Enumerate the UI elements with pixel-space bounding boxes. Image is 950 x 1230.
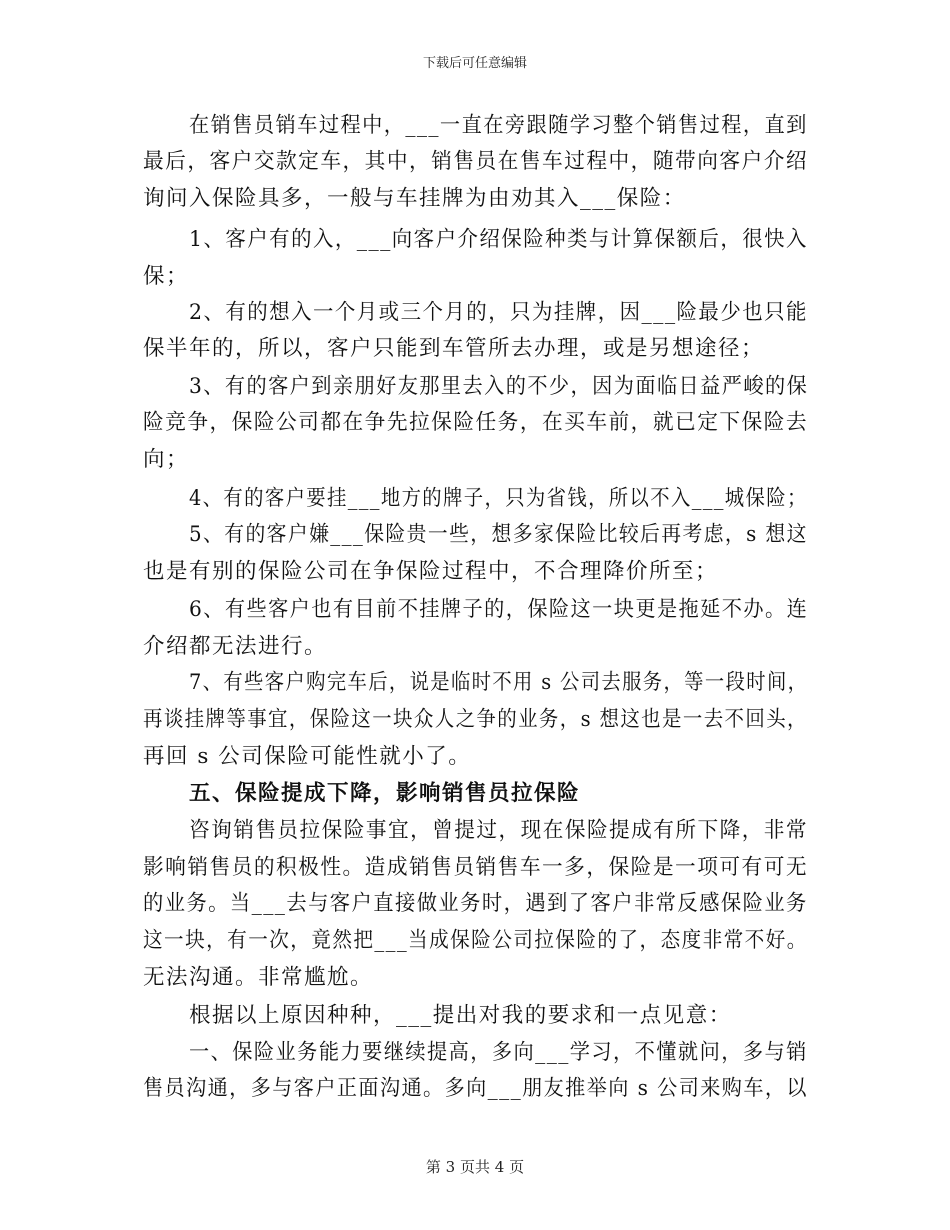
text-line: 保半年的，所以，客户只能到车管所去办理，或是另想途径；	[143, 336, 765, 361]
text-line: 介绍都无法进行。	[143, 634, 328, 659]
text-line: 再谈挂牌等事宜，保险这一块众人之争的业务，s 想这也是一去不回头，	[143, 707, 808, 732]
section-heading: 五、保险提成下降，影响销售员拉保险	[189, 781, 581, 806]
text-line: 一、保险业务能力要继续提高，多向___学习，不懂就问，多与销	[189, 1040, 808, 1065]
text-line: 7、有些客户购完车后，说是临时不用 s 公司去服务，等一段时间，	[189, 670, 809, 695]
page-header: 下载后可任意编辑	[422, 56, 527, 71]
text-line: 无法沟通。非常尴尬。	[143, 965, 374, 990]
text-line: 咨询销售员拉保险事宜，曾提过，现在保险提成有所下降，非常	[189, 818, 809, 843]
text-line: 1、客户有的入，___向客户介绍保险种类与计算保额后，很快入	[189, 227, 808, 252]
text-line: 再回 s 公司保险可能性就小了。	[143, 744, 472, 769]
text-line: 询问入保险具多，一般与车挂牌为由劝其入___保险：	[143, 186, 686, 211]
text-line: 售员沟通，多与客户正面沟通。多向___朋友推举向 s 公司来购车，以	[143, 1076, 808, 1101]
text-line: 2、有的想入一个月或三个月的，只为挂牌，因___险最少也只能	[189, 300, 808, 325]
text-line: 在销售员销车过程中，___一直在旁跟随学习整个销售过程，直到	[189, 113, 808, 138]
text-line: 根据以上原因种种，___提出对我的要求和一点见意：	[189, 1003, 732, 1028]
text-line: 险竞争，保险公司都在争先拉保险任务，在买车前，就已定下保险去	[143, 410, 809, 435]
text-line: 这一块，有一次，竟然把___当成保险公司拉保险的了，态度非常不好。	[143, 928, 808, 953]
text-line: 保；	[143, 264, 190, 289]
text-line: 3、有的客户到亲朋好友那里去入的不少，因为面临日益严峻的保	[189, 374, 809, 399]
page-footer: 第 3 页共 4 页	[425, 1158, 525, 1176]
text-line: 5、有的客户嫌___保险贵一些，想多家保险比较后再考虑，s 想这	[189, 522, 808, 547]
text-line: 向；	[143, 447, 190, 472]
text-line: 最后，客户交款定车，其中，销售员在售车过程中，随带向客户介绍	[143, 149, 809, 174]
text-line: 影响销售员的积极性。造成销售员销售车一多，保险是一项可有可无	[143, 855, 809, 880]
text-line: 的业务。当___去与客户直接做业务时，遇到了客户非常反感保险业务	[143, 891, 808, 916]
text-line: 也是有别的保险公司在争保险过程中，不合理降价所至；	[143, 559, 719, 584]
text-line: 6、有些客户也有目前不挂牌子的，保险这一块更是拖延不办。连	[189, 597, 809, 622]
text-line: 4、有的客户要挂___地方的牌子，只为省钱，所以不入___城保险；	[189, 486, 808, 511]
